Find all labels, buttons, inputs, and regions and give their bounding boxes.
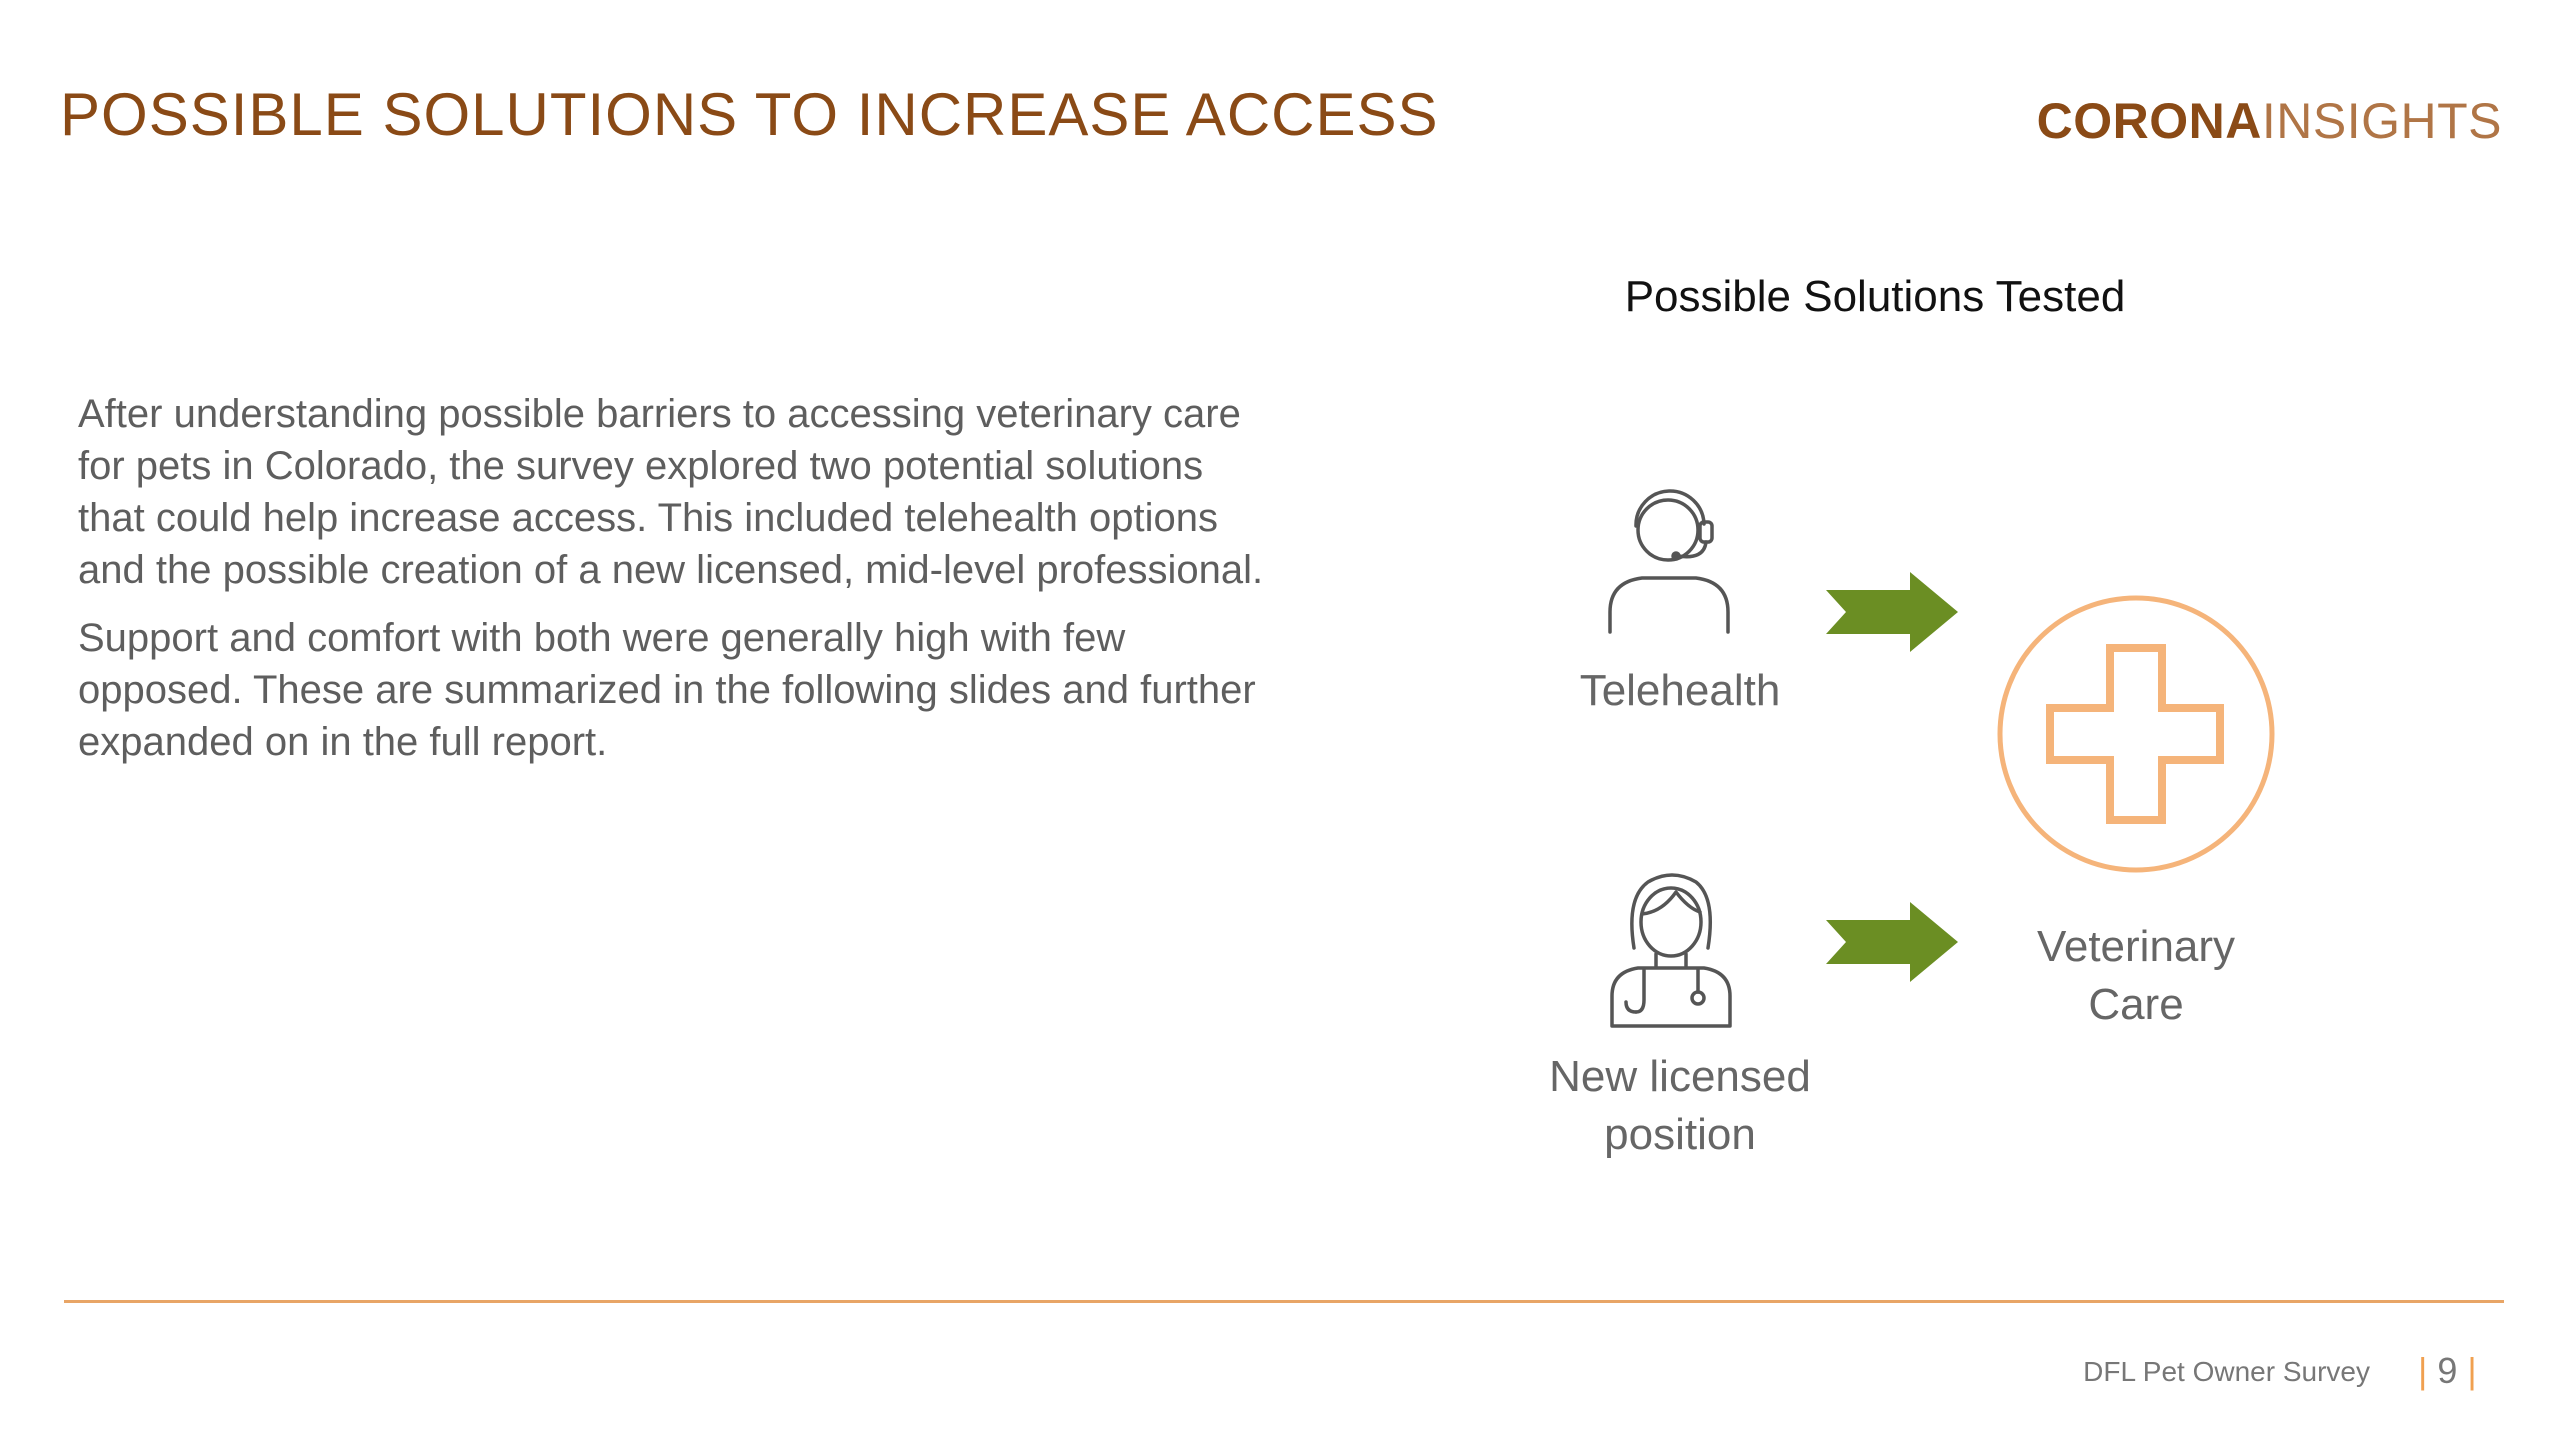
new-licensed-position-label: New licensed position: [1549, 1052, 1811, 1159]
page-number: [2418, 1350, 2477, 1392]
logo-light-text: INSIGHTS: [2261, 93, 2502, 149]
female-doctor-icon: [1604, 868, 1740, 1030]
intro-paragraph-2: Support and comfort with both were generally high with few opposed. These are summarized in the following slides and further expanded on in the full report.: [78, 616, 1256, 764]
footer-survey-name: DFL Pet Owner Survey: [2083, 1356, 2370, 1387]
logo-bold-text: CORONA: [2036, 93, 2262, 149]
slide-title: POSSIBLE SOLUTIONS TO INCREASE ACCESS: [60, 81, 1439, 148]
intro-paragraph-1: After understanding possible barriers to accessing veterinary care for pets in Colorado, the survey explored two potential solutions that could help increase access. This included telehealth options and the possible creation of a new licensed, mid-level professional.: [78, 392, 1264, 592]
page-number-value: 9: [2437, 1350, 2458, 1391]
intro-text: [78, 388, 1278, 784]
arrow-right-icon: [1826, 572, 1958, 652]
page-number-separator-left: |: [2418, 1350, 2428, 1391]
headset-person-icon: [1600, 486, 1740, 636]
corona-insights-logo: [2037, 92, 2502, 150]
diagram-title: Possible Solutions Tested: [1624, 272, 2126, 321]
page-number-separator-right: |: [2467, 1350, 2477, 1391]
veterinary-care-label: Veterinary Care: [2036, 922, 2236, 1029]
footer-divider: [64, 1300, 2504, 1303]
medical-cross-icon: [1994, 592, 2278, 876]
telehealth-label: Telehealth: [1579, 666, 1781, 715]
arrow-right-icon: [1826, 902, 1958, 982]
